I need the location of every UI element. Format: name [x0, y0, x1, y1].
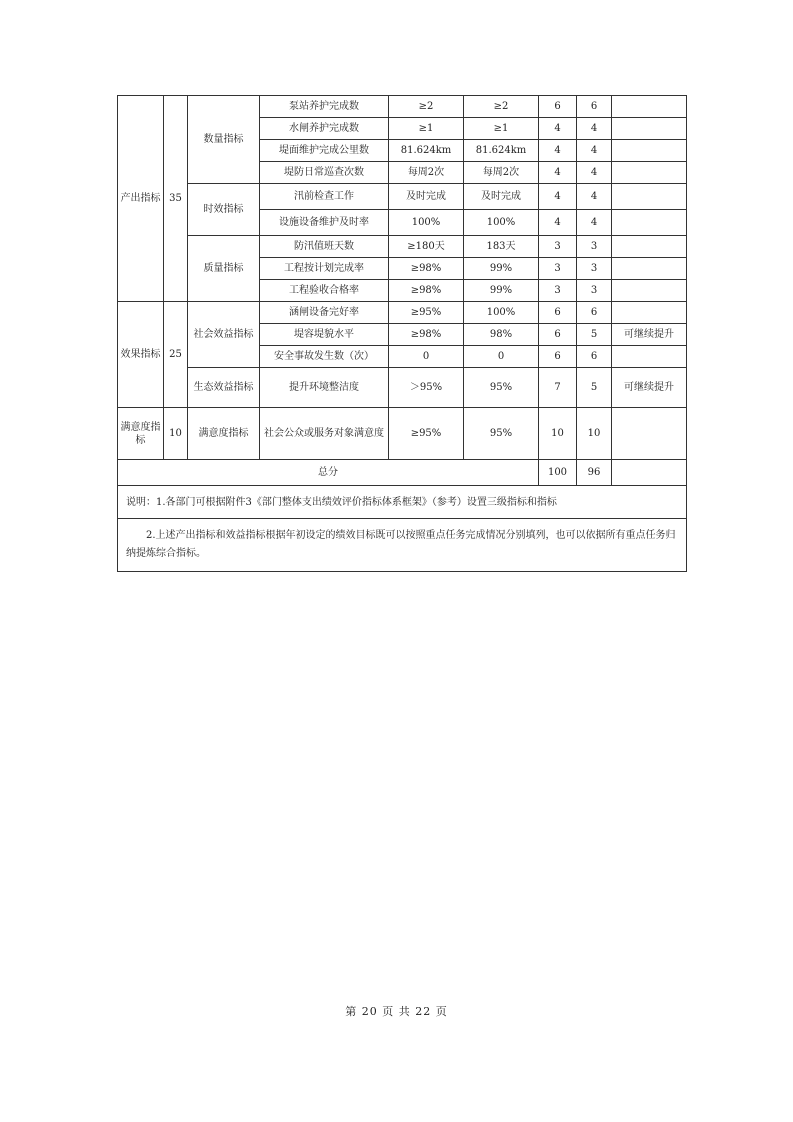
level3-indicator: 堤面维护完成公里数 — [260, 140, 389, 162]
performance-indicator-table — [117, 95, 687, 572]
target-value: ≥98% — [389, 258, 464, 280]
actual-value: 183天 — [464, 236, 539, 258]
actual-value: ≥2 — [464, 96, 539, 118]
score-value: 3 — [577, 236, 612, 258]
level3-indicator: 工程按计划完成率 — [260, 258, 389, 280]
score-value: 3 — [577, 258, 612, 280]
remark — [612, 346, 687, 368]
note-row — [118, 486, 687, 519]
remark — [612, 184, 687, 210]
actual-value: ≥1 — [464, 118, 539, 140]
weight-value: 4 — [539, 162, 577, 184]
level3-indicator: 设施设备维护及时率 — [260, 210, 389, 236]
weight-satisfaction: 10 — [164, 408, 188, 460]
score-value: 6 — [577, 346, 612, 368]
weight-value: 4 — [539, 140, 577, 162]
weight-value: 3 — [539, 280, 577, 302]
actual-value: 100% — [464, 210, 539, 236]
target-value: ≥1 — [389, 118, 464, 140]
note-row — [118, 519, 687, 572]
target-value: ＞95% — [389, 368, 464, 408]
level3-indicator: 涵闸设备完好率 — [260, 302, 389, 324]
weight-value: 7 — [539, 368, 577, 408]
target-value: ≥180天 — [389, 236, 464, 258]
actual-value: 95% — [464, 408, 539, 460]
target-value: ≥95% — [389, 408, 464, 460]
weight-value: 4 — [539, 118, 577, 140]
level2-eco: 生态效益指标 — [188, 368, 260, 408]
actual-value: 99% — [464, 280, 539, 302]
level1-satisfaction: 满意度指标 — [118, 408, 164, 460]
score-value: 10 — [577, 408, 612, 460]
weight-value: 6 — [539, 324, 577, 346]
actual-value: 每周2次 — [464, 162, 539, 184]
total-weight: 100 — [539, 460, 577, 486]
score-value: 4 — [577, 162, 612, 184]
level3-indicator: 防汛值班天数 — [260, 236, 389, 258]
remark — [612, 280, 687, 302]
note-1: 说明：1.各部门可根据附件3《部门整体支出绩效评价指标体系框架》（参考）设置三级指标和指标 — [118, 486, 687, 519]
level2-quality: 质量指标 — [188, 236, 260, 302]
level2-social: 社会效益指标 — [188, 302, 260, 368]
total-score: 96 — [577, 460, 612, 486]
actual-value: 100% — [464, 302, 539, 324]
score-value: 4 — [577, 184, 612, 210]
remark: 可继续提升 — [612, 324, 687, 346]
weight-value: 10 — [539, 408, 577, 460]
score-value: 5 — [577, 368, 612, 408]
total-label: 总分 — [118, 460, 539, 486]
remark — [612, 302, 687, 324]
level1-output: 产出指标 — [118, 96, 164, 302]
score-value: 6 — [577, 302, 612, 324]
table-row — [118, 96, 687, 118]
weight-value: 4 — [539, 210, 577, 236]
target-value: ≥2 — [389, 96, 464, 118]
level3-indicator: 水闸养护完成数 — [260, 118, 389, 140]
remark — [612, 162, 687, 184]
actual-value: 99% — [464, 258, 539, 280]
level2-satisfaction: 满意度指标 — [188, 408, 260, 460]
actual-value: 98% — [464, 324, 539, 346]
target-value: 100% — [389, 210, 464, 236]
actual-value: 81.624km — [464, 140, 539, 162]
total-row — [118, 460, 687, 486]
weight-effect: 25 — [164, 302, 188, 408]
target-value: 及时完成 — [389, 184, 464, 210]
table-row — [118, 184, 687, 210]
target-value: ≥95% — [389, 302, 464, 324]
weight-value: 6 — [539, 346, 577, 368]
actual-value: 95% — [464, 368, 539, 408]
indicator-table-wrapper — [117, 95, 686, 572]
table-row — [118, 368, 687, 408]
level3-indicator: 堤容堤貌水平 — [260, 324, 389, 346]
score-value: 3 — [577, 280, 612, 302]
weight-value: 4 — [539, 184, 577, 210]
level3-indicator: 汛前检查工作 — [260, 184, 389, 210]
page-footer: 第 20 页 共 22 页 — [345, 1005, 448, 1018]
weight-value: 3 — [539, 258, 577, 280]
remark — [612, 118, 687, 140]
weight-value: 3 — [539, 236, 577, 258]
level2-timeliness: 时效指标 — [188, 184, 260, 236]
weight-output: 35 — [164, 96, 188, 302]
level3-indicator: 提升环境整洁度 — [260, 368, 389, 408]
remark — [612, 140, 687, 162]
score-value: 4 — [577, 210, 612, 236]
level3-indicator: 社会公众或服务对象满意度 — [260, 408, 389, 460]
level1-effect: 效果指标 — [118, 302, 164, 408]
score-value: 6 — [577, 96, 612, 118]
score-value: 5 — [577, 324, 612, 346]
score-value: 4 — [577, 140, 612, 162]
score-value: 4 — [577, 118, 612, 140]
target-value: ≥98% — [389, 324, 464, 346]
target-value: 0 — [389, 346, 464, 368]
remark — [612, 258, 687, 280]
remark — [612, 408, 687, 460]
remark — [612, 236, 687, 258]
remark — [612, 96, 687, 118]
table-row — [118, 236, 687, 258]
level2-quantity: 数量指标 — [188, 96, 260, 184]
remark: 可继续提升 — [612, 368, 687, 408]
target-value: ≥98% — [389, 280, 464, 302]
level3-indicator: 工程验收合格率 — [260, 280, 389, 302]
weight-value: 6 — [539, 302, 577, 324]
table-row — [118, 408, 687, 460]
actual-value: 及时完成 — [464, 184, 539, 210]
target-value: 每周2次 — [389, 162, 464, 184]
level3-indicator: 堤防日常巡查次数 — [260, 162, 389, 184]
note-2: 2.上述产出指标和效益指标根据年初设定的绩效目标既可以按照重点任务完成情况分别填列，也可以依据所有重点任务归纳提炼综合指标。 — [118, 519, 687, 572]
level3-indicator: 泵站养护完成数 — [260, 96, 389, 118]
table-row — [118, 302, 687, 324]
actual-value: 0 — [464, 346, 539, 368]
level3-indicator: 安全事故发生数（次） — [260, 346, 389, 368]
total-remark — [612, 460, 687, 486]
weight-value: 6 — [539, 96, 577, 118]
target-value: 81.624km — [389, 140, 464, 162]
remark — [612, 210, 687, 236]
